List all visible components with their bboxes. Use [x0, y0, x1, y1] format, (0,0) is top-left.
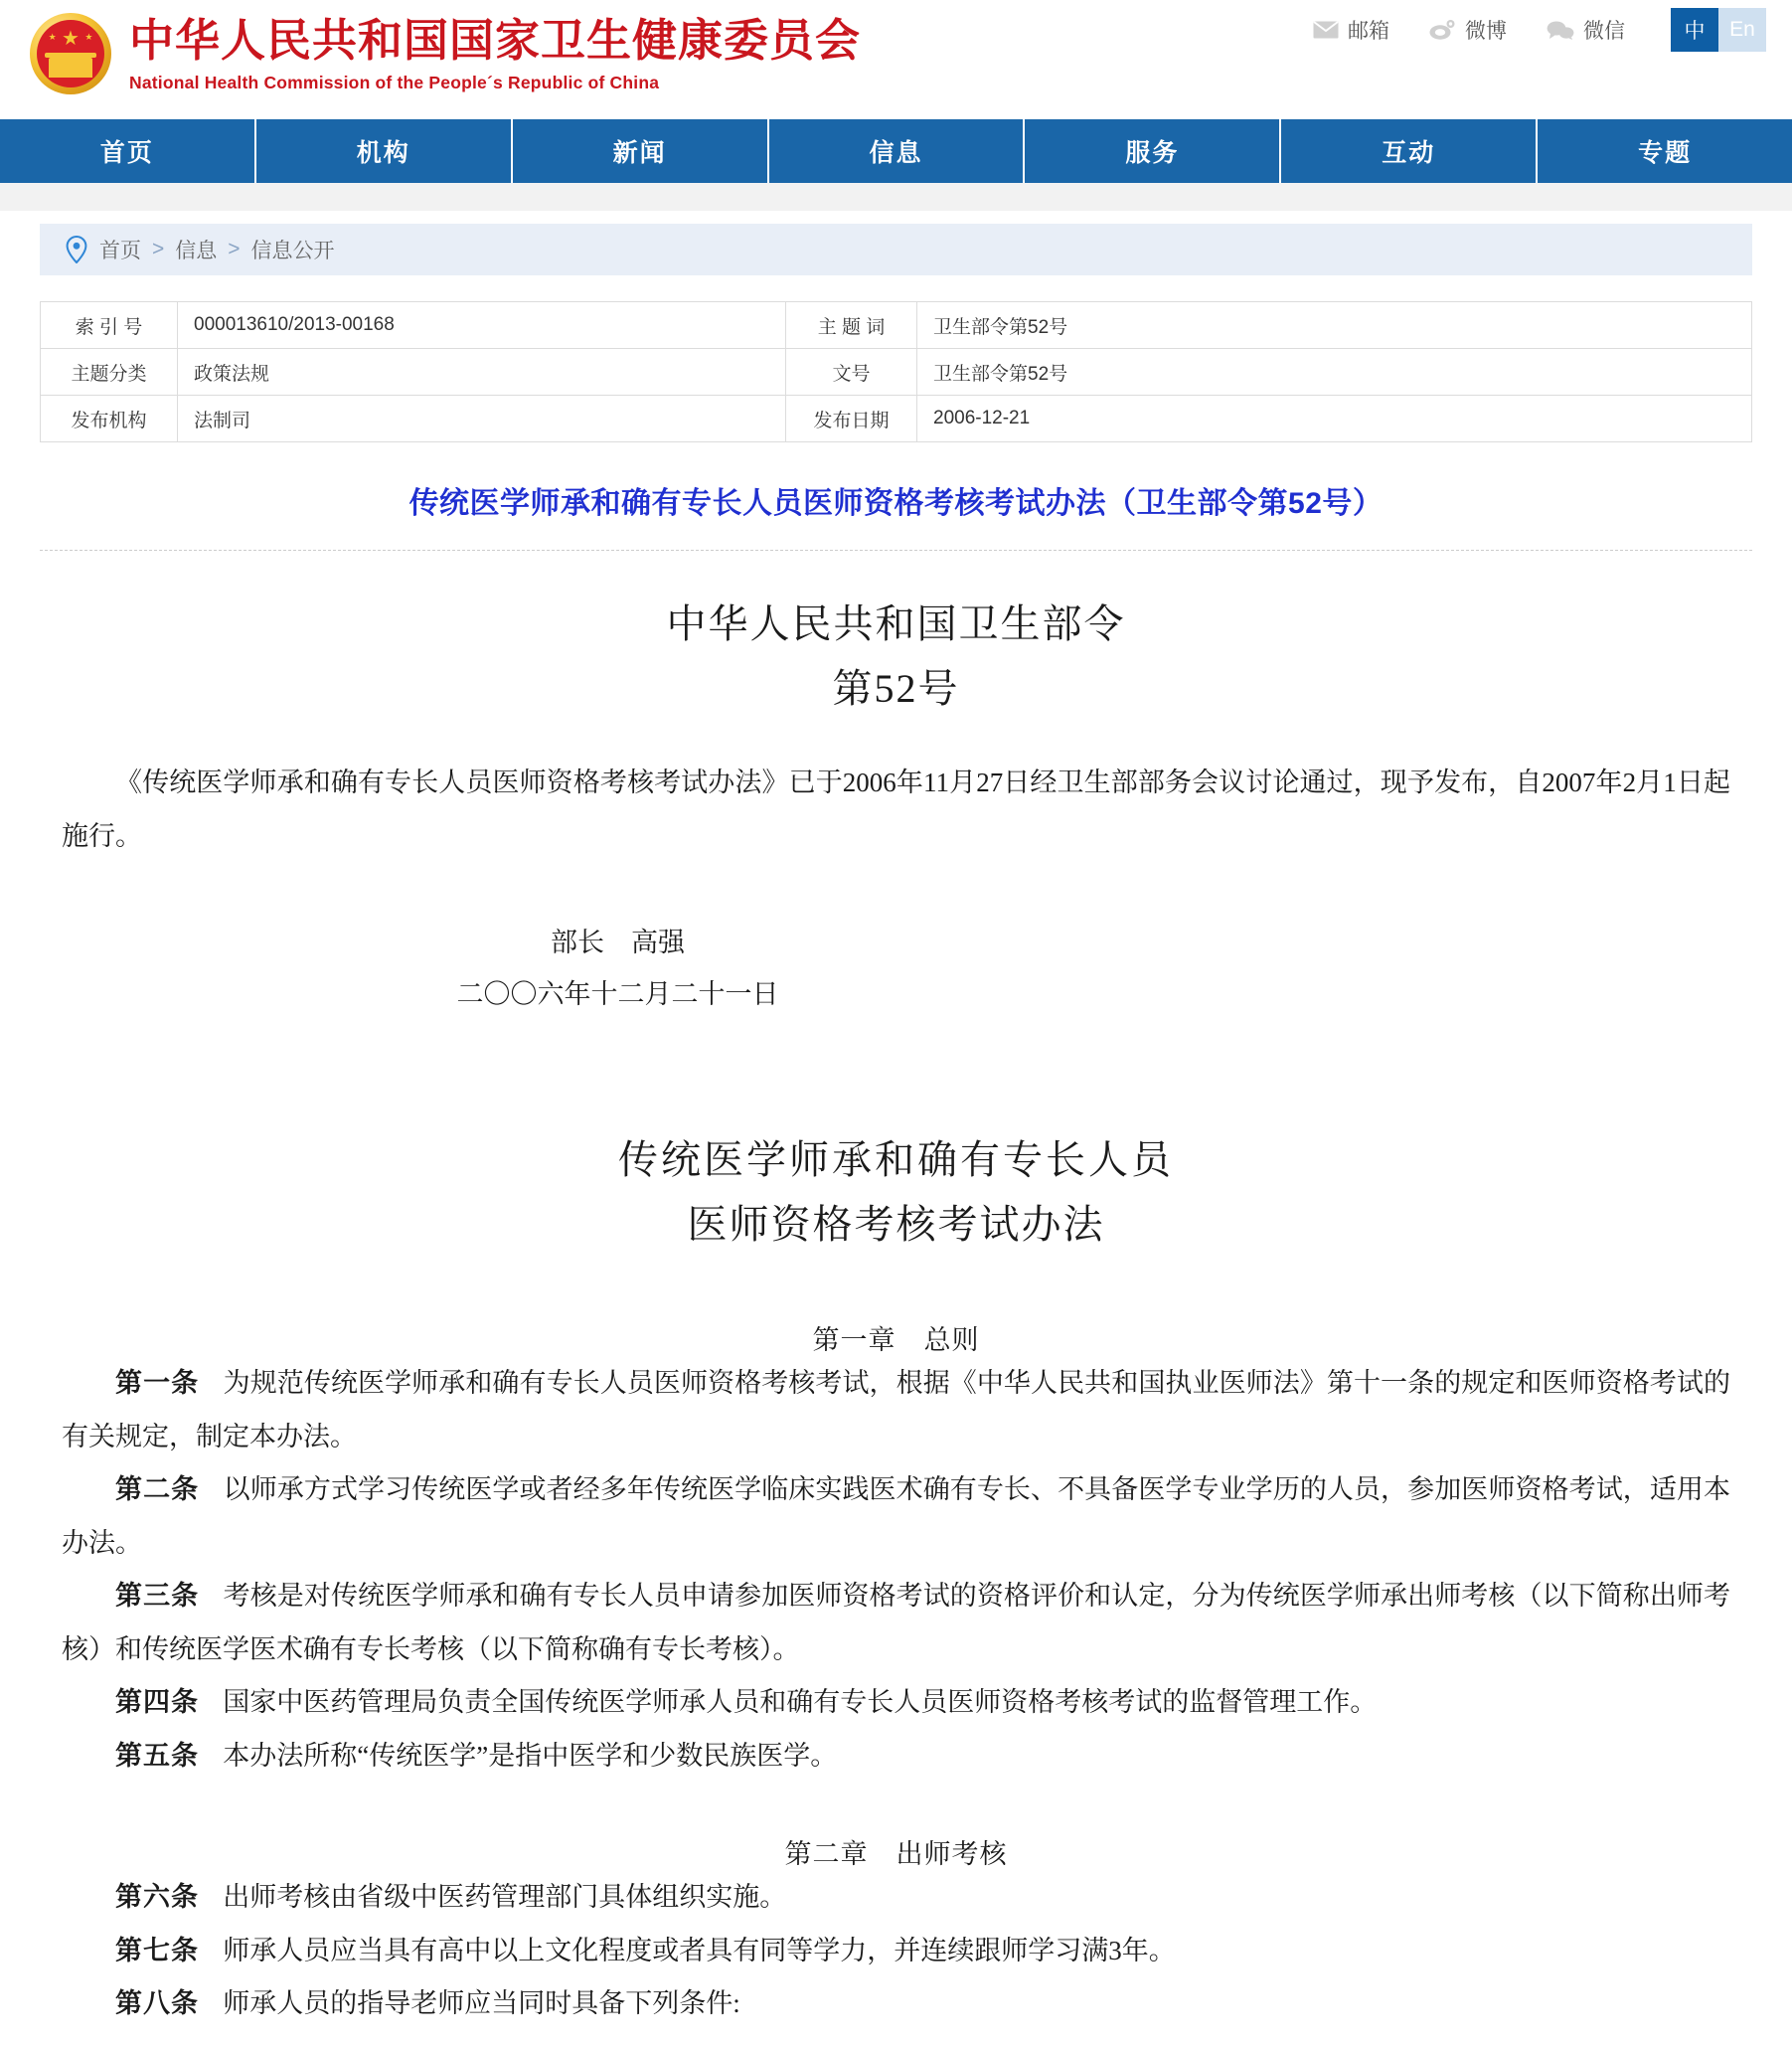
promulgation-paragraph: 《传统医学师承和确有专长人员医师资格考核考试办法》已于2006年11月27日经卫生部部务会议讨论通过，现予发布，自2007年2月1日起施行。 — [62, 767, 1730, 851]
meta-label-issuing-agency: 发布机构 — [41, 396, 178, 442]
clause-text: 出师考核由省级中医药管理部门具体组织实施。 — [223, 1882, 787, 1913]
metadata-table — [40, 301, 1752, 442]
breadcrumb-item-information[interactable]: 信息 — [175, 240, 218, 262]
meta-value-subject-category: 政策法规 — [178, 349, 786, 396]
clause-number: 第六条 — [115, 1882, 199, 1913]
language-switcher[interactable] — [1671, 8, 1766, 52]
nav-item-news[interactable]: 新闻 — [513, 119, 769, 183]
wechat-label: 微信 — [1583, 20, 1625, 43]
nav-item-home[interactable]: 首页 — [0, 119, 256, 183]
lang-zh-button[interactable]: 中 — [1671, 8, 1718, 52]
clause-5 — [62, 1730, 1730, 1783]
breadcrumb-separator: > — [228, 238, 241, 260]
clause-text: 国家中医药管理局负责全国传统医学师承人员和确有专长人员医师资格考核考试的监督管理工作。 — [223, 1687, 1378, 1718]
breadcrumb — [40, 224, 1752, 275]
decree-heading-line2: 第52号 — [832, 665, 960, 711]
nav-item-information[interactable]: 信息 — [769, 119, 1026, 183]
signature-date: 二〇〇六年十二月二十一日 — [456, 979, 779, 1010]
clause-number: 第三条 — [115, 1581, 200, 1612]
meta-value-index-number: 000013610/2013-00168 — [178, 302, 786, 349]
lang-en-button[interactable]: En — [1718, 8, 1766, 52]
site-title-cn: 中华人民共和国国家卫生健康委员会 — [129, 15, 862, 67]
breadcrumb-item-disclosure[interactable]: 信息公开 — [250, 240, 335, 262]
clause-text: 考核是对传统医学师承和确有专长人员申请参加医师资格考试的资格评价和认定，分为传统医学师承出师考核（以下简称出师考核）和传统医学医术确有专长考核（以下简称确有专长考核）。 — [62, 1581, 1731, 1664]
clause-4 — [62, 1676, 1730, 1729]
breadcrumb-item-home[interactable]: 首页 — [99, 240, 141, 262]
main-navigation — [0, 119, 1792, 183]
breadcrumb-wrapper — [0, 211, 1792, 275]
page-title: 传统医学师承和确有专长人员医师资格考核考试办法（卫生部令第52号） — [408, 487, 1384, 520]
clause-6 — [62, 1871, 1730, 1924]
metadata-table-wrapper — [0, 275, 1792, 442]
clause-8 — [62, 1977, 1730, 2030]
clause-number: 第四条 — [115, 1687, 199, 1718]
meta-label-subject-category: 主题分类 — [41, 349, 178, 396]
signature-name: 部长 高强 — [551, 927, 685, 957]
nav-underbar — [0, 183, 1792, 211]
table-row — [41, 302, 1752, 349]
chapter-heading-1: 第一章 总则 — [812, 1325, 980, 1356]
meta-label-subject-word: 主 题 词 — [786, 302, 917, 349]
mail-link[interactable] — [1313, 15, 1389, 45]
article-body — [0, 551, 1792, 2046]
nav-item-organization[interactable]: 机构 — [256, 119, 513, 183]
clause-number: 第八条 — [115, 1988, 199, 2018]
signature-block — [62, 917, 1730, 1021]
clause-text: 师承人员应当具有高中以上文化程度或者具有同等学力，并连续跟师学习满3年。 — [223, 1935, 1176, 1965]
meta-value-publish-date: 2006-12-21 — [917, 396, 1752, 442]
clause-number: 第七条 — [115, 1935, 199, 1965]
clause-text: 师承人员的指导老师应当同时具备下列条件: — [223, 1988, 740, 2018]
regulation-title-line1: 传统医学师承和确有专长人员 — [618, 1136, 1174, 1182]
national-emblem-icon: ★ ★ ★ — [30, 13, 111, 94]
weibo-label: 微博 — [1465, 20, 1507, 43]
meta-value-subject-word: 卫生部令第52号 — [917, 302, 1752, 349]
weibo-icon — [1429, 20, 1456, 40]
mail-label: 邮箱 — [1348, 20, 1389, 43]
decree-heading-line1: 中华人民共和国卫生部令 — [666, 601, 1126, 646]
clause-number: 第二条 — [115, 1474, 200, 1505]
site-title-en: National Health Commission of the People´s Republic of China — [129, 72, 660, 92]
clause-7 — [62, 1925, 1730, 1977]
meta-value-issuing-agency: 法制司 — [178, 396, 786, 442]
mail-icon — [1313, 21, 1339, 39]
regulation-title-line2: 医师资格考核考试办法 — [687, 1201, 1105, 1247]
table-row — [41, 349, 1752, 396]
weibo-link[interactable] — [1429, 15, 1507, 45]
location-pin-icon — [66, 236, 87, 263]
meta-label-index-number: 索 引 号 — [41, 302, 178, 349]
wechat-icon — [1547, 20, 1574, 40]
clause-number: 第一条 — [115, 1368, 200, 1399]
clause-text: 本办法所称“传统医学”是指中医学和少数民族医学。 — [223, 1740, 838, 1771]
table-row — [41, 396, 1752, 442]
clause-number: 第五条 — [115, 1740, 199, 1771]
nav-item-topics[interactable]: 专题 — [1638, 139, 1693, 167]
clause-text: 以师承方式学习传统医学或者经多年传统医学临床实践医术确有专长、不具备医学专业学历的人员，参加医师资格考试，适用本办法。 — [62, 1474, 1731, 1558]
nav-item-services[interactable]: 服务 — [1025, 119, 1281, 183]
clause-text: 为规范传统医学师承和确有专长人员医师资格考核考试，根据《中华人民共和国执业医师法》第十一条的规定和医师资格考试的有关规定，制定本办法。 — [62, 1368, 1731, 1451]
breadcrumb-separator: > — [152, 238, 165, 260]
wechat-link[interactable] — [1547, 15, 1625, 45]
site-header — [0, 8, 1792, 119]
clause-2 — [62, 1463, 1730, 1570]
meta-label-document-number: 文号 — [786, 349, 917, 396]
meta-value-document-number: 卫生部令第52号 — [917, 349, 1752, 396]
meta-label-publish-date: 发布日期 — [786, 396, 917, 442]
nav-item-interaction[interactable]: 互动 — [1281, 119, 1538, 183]
chapter-heading-2: 第二章 出师考核 — [784, 1839, 1008, 1870]
clause-1 — [62, 1357, 1730, 1463]
site-title-block — [129, 14, 861, 92]
clause-3 — [62, 1570, 1730, 1676]
